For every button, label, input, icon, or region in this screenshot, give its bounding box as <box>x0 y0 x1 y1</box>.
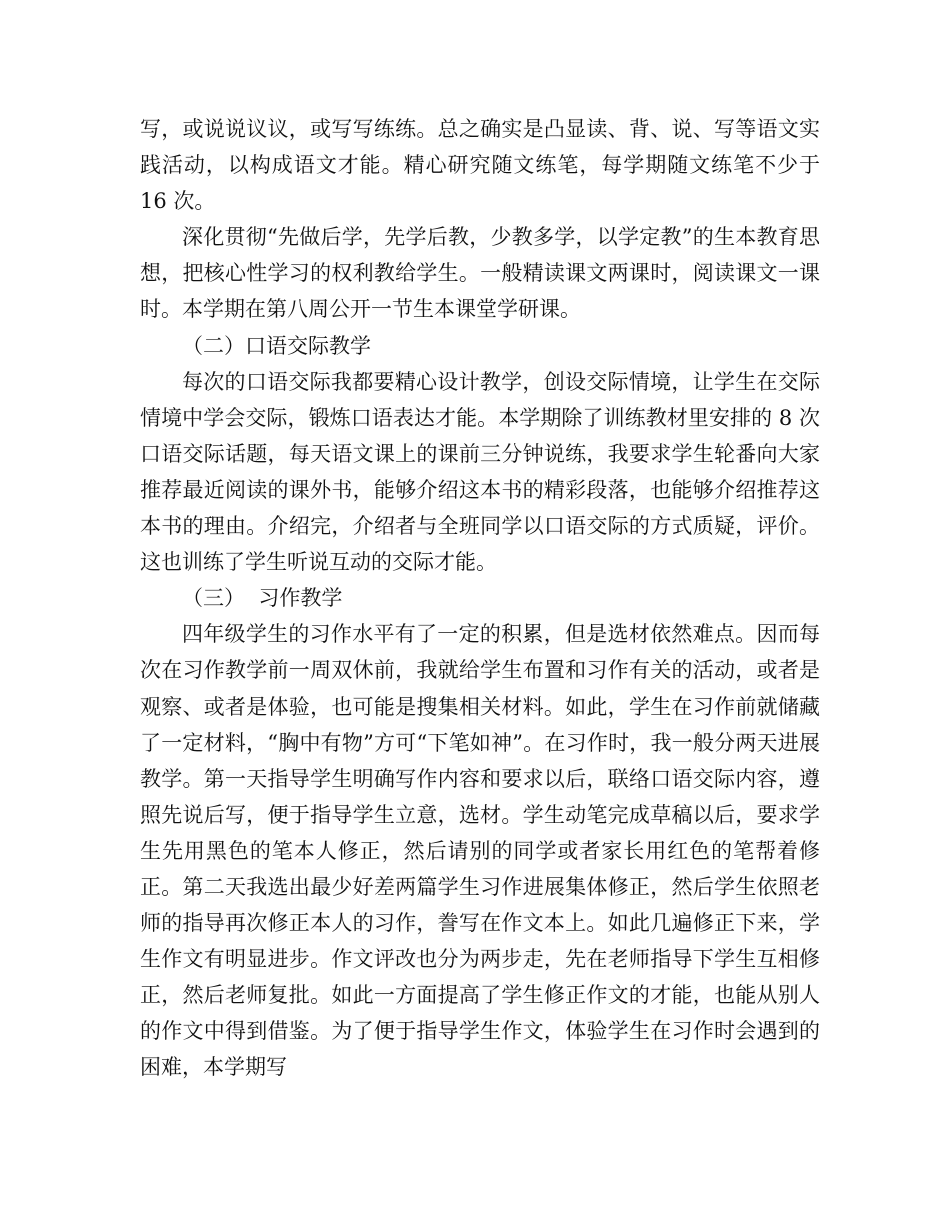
section-heading-oral-communication: （二）口语交际教学 <box>182 333 371 358</box>
paragraph-writing-teaching: 四年级学生的习作水平有了一定的积累，但是选材依然难点。因而每次在习作教学前一周双休前，我就给学生布置和习作有关的活动，或者是观察、或者是体验，也可能是搜集相关材料。如此，学生在习作前就储藏了一定材料，“胸中有物”方可“下笔如神”。在习作时，我一般分两天进展教学。第一天指导学生明确写作内容和要求以后，联络口语交际内容，遵照先说后写，便于指导学生立意，选材。学生动笔完成草稿以后，要求学生先用黑色的笔本人修正，然后请别的同学或者家长用红色的笔帮着修正。第二天我选出最少好差两篇学生习作进展集体修正，然后学生依照老师的指导再次修正本人的习作，誊写在作文本上。如此几遍修正下来，学生作文有明显进步。作文评改也分为两步走，先在老师指导下学生互相修正，然后老师复批。如此一方面提高了学生修正作文的才能，也能从别人的作文中得到借鉴。为了便于指导学生作文，体验学生在习作时会遇到的困难，本学期写 <box>140 622 820 1080</box>
document-body <box>140 111 820 1086</box>
paragraph-oral-communication: 每次的口语交际我都要精心设计教学，创设交际情境，让学生在交际情境中学会交际，锻炼口语表达才能。本学期除了训练教材里安排的 8 次口语交际话题，每天语文课上的课前三分钟说练，我要求学生轮番向大家推荐最近阅读的课外书，能够介绍这本书的精彩段落，也能够介绍推荐这本书的理由。介绍完，介绍者与全班同学以口语交际的方式质疑，评价。这也训练了学生听说互动的交际才能。 <box>140 369 820 575</box>
paragraph-teaching-philosophy: 深化贯彻“先做后学，先学后教，少教多学，以学定教”的生本教育思想，把核心性学习的权利教给学生。一般精读课文两课时，阅读课文一课时。本学期在第八周公开一节生本课堂学研课。 <box>140 225 820 322</box>
paragraph-continued: 写，或说说议议，或写写练练。总之确实是凸显读、背、说、写等语文实践活动，以构成语文才能。精心研究随文练笔，每学期随文练笔不少于 16 次。 <box>140 117 820 214</box>
section-heading-writing: （三） 习作教学 <box>182 586 343 611</box>
